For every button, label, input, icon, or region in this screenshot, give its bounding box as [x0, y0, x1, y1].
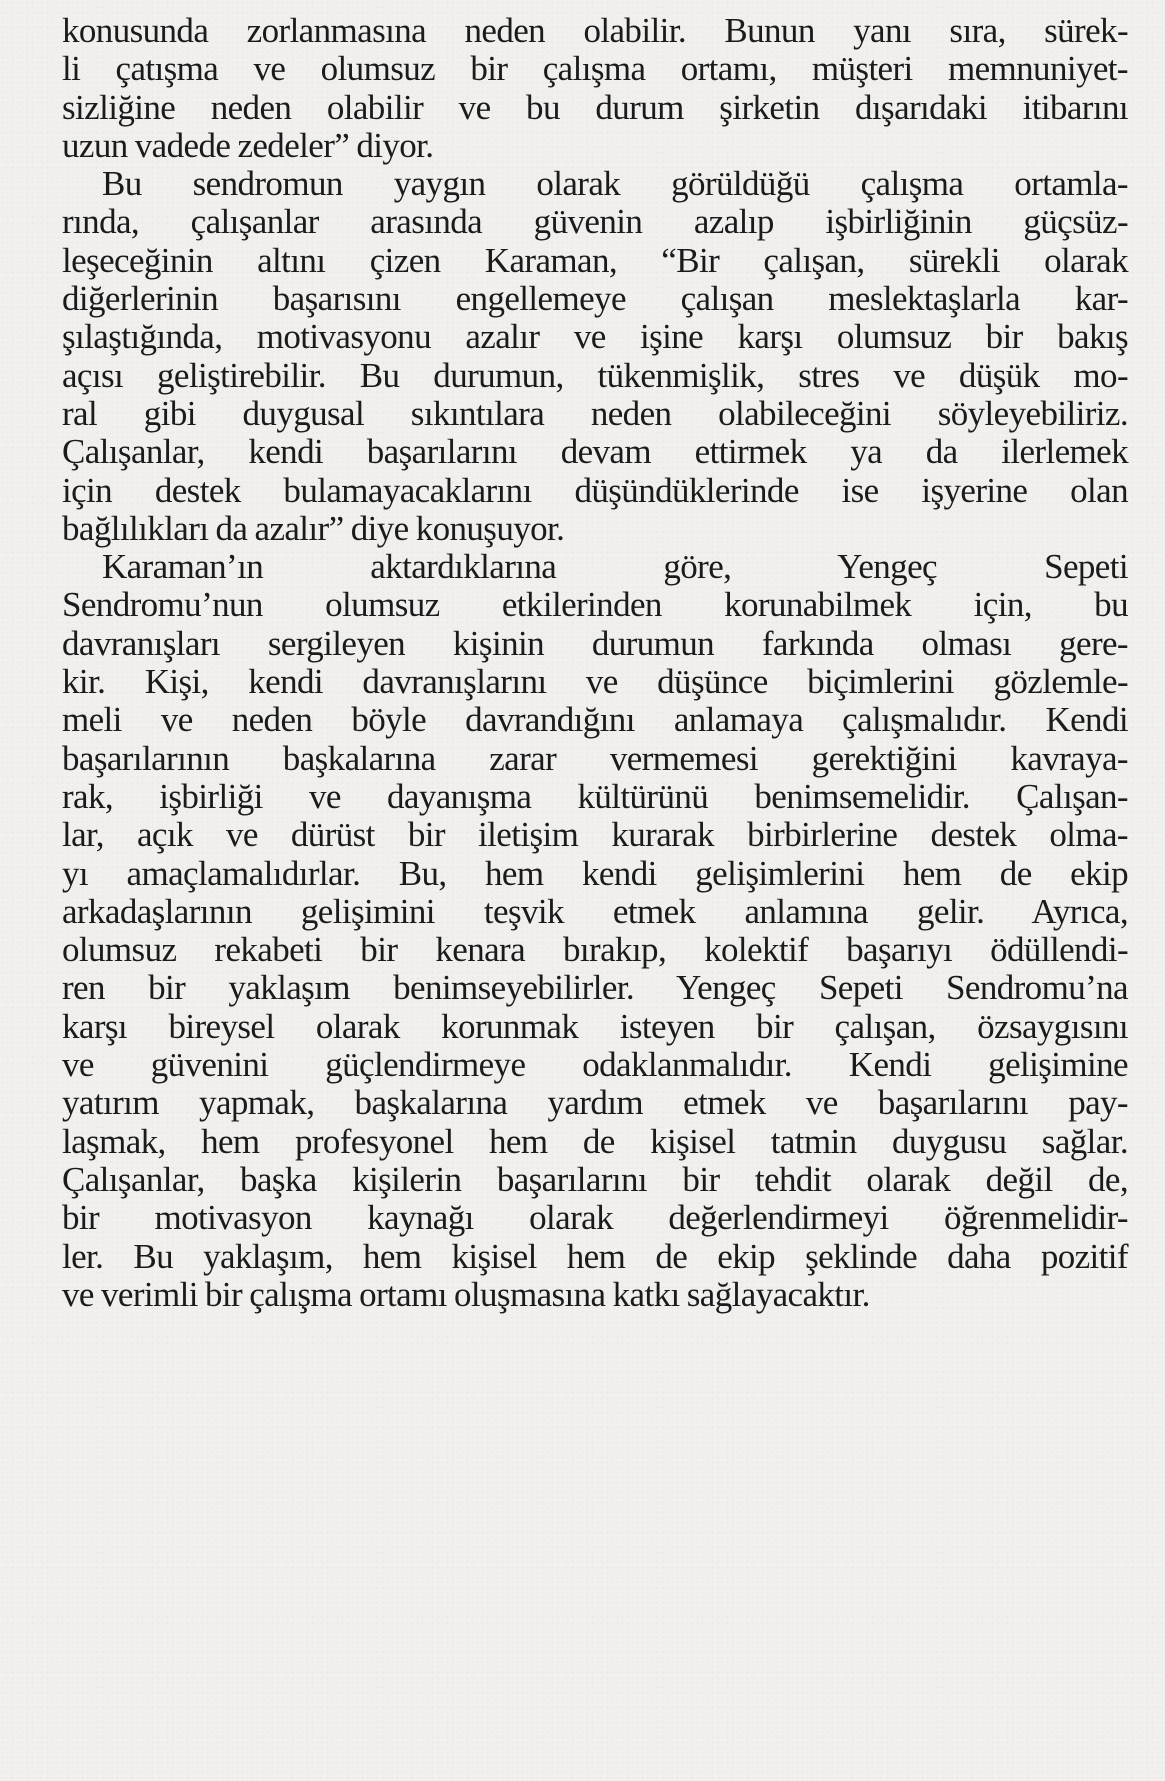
text-line: yatırım yapmak, başkalarına yardım etmek ve başarılarını pay-: [62, 1083, 1128, 1123]
text-line: Karaman’ın aktardıklarına göre, Yengeç Sepeti: [102, 547, 1128, 587]
text-line: bir motivasyon kaynağı olarak değerlendirmeyi öğrenmelidir-: [62, 1198, 1128, 1238]
text-line: laşmak, hem profesyonel hem de kişisel tatmin duygusu sağlar.: [62, 1121, 1128, 1161]
text-line: yı amaçlamalıdırlar. Bu, hem kendi gelişimlerini hem de ekip: [62, 853, 1128, 893]
text-line: ren bir yaklaşım benimseyebilirler. Yengeç Sepeti Sendromu’na: [62, 968, 1128, 1008]
text-line: bağlılıkları da azalır” diye konuşuyor.: [62, 508, 565, 548]
text-line: ve verimli bir çalışma ortamı oluşmasına katkı sağlayacaktır.: [62, 1274, 870, 1314]
text-line: karşı bireysel olarak korunmak isteyen bir çalışan, özsaygısını: [62, 1006, 1128, 1046]
text-line: uzun vadede zedeler” diyor.: [62, 125, 434, 165]
text-line: rak, işbirliği ve dayanışma kültürünü benimsemelidir. Çalışan-: [62, 776, 1128, 816]
text-line: meli ve neden böyle davrandığını anlamaya çalışmalıdır. Kendi: [62, 700, 1128, 740]
text-line: Sendromu’nun olumsuz etkilerinden korunabilmek için, bu: [62, 585, 1128, 625]
text-line: leşeceğinin altını çizen Karaman, “Bir çalışan, sürekli olarak: [62, 240, 1128, 280]
text-line: ve güvenini güçlendirmeye odaklanmalıdır. Kendi gelişimine: [62, 1045, 1128, 1085]
text-line: açısı geliştirebilir. Bu durumun, tükenmişlik, stres ve düşük mo-: [62, 355, 1128, 395]
text-line: olumsuz rekabeti bir kenara bırakıp, kolektif başarıyı ödüllendi-: [62, 930, 1128, 970]
paragraph: [62, 12, 1128, 165]
text-line: Çalışanlar, kendi başarılarını devam ettirmek ya da ilerlemek: [62, 432, 1128, 472]
text-line: başarılarının başkalarına zarar vermemesi gerektiğini kavraya-: [62, 738, 1128, 778]
text-line: davranışları sergileyen kişinin durumun farkında olması gere-: [62, 623, 1128, 663]
document-page: [62, 12, 1128, 1314]
text-line: lar, açık ve dürüst bir iletişim kurarak birbirlerine destek olma-: [62, 815, 1128, 855]
text-line: sizliğine neden olabilir ve bu durum şirketin dışarıdaki itibarını: [62, 87, 1128, 127]
text-line: Bu sendromun yaygın olarak görüldüğü çalışma ortamla-: [102, 164, 1128, 204]
text-line: diğerlerinin başarısını engellemeye çalışan meslektaşlarla kar-: [62, 279, 1128, 319]
text-line: konusunda zorlanmasına neden olabilir. Bunun yanı sıra, sürek-: [62, 11, 1128, 50]
text-line: için destek bulamayacaklarını düşündüklerinde ise işyerine olan: [62, 470, 1128, 510]
paragraph: [62, 548, 1128, 1314]
text-line: arkadaşlarının gelişimini teşvik etmek anlamına gelir. Ayrıca,: [62, 891, 1128, 931]
text-line: kir. Kişi, kendi davranışlarını ve düşünce biçimlerini gözlemle-: [62, 662, 1128, 702]
text-line: ral gibi duygusal sıkıntılara neden olabileceğini söyleyebiliriz.: [62, 393, 1128, 433]
paragraph: [62, 165, 1128, 548]
text-line: Çalışanlar, başka kişilerin başarılarını bir tehdit olarak değil de,: [62, 1159, 1128, 1199]
text-line: ler. Bu yaklaşım, hem kişisel hem de ekip şeklinde daha pozitif: [62, 1236, 1128, 1276]
text-line: li çatışma ve olumsuz bir çalışma ortamı, müşteri memnuniyet-: [62, 49, 1128, 89]
text-line: rında, çalışanlar arasında güvenin azalıp işbirliğinin güçsüz-: [62, 202, 1128, 242]
text-line: şılaştığında, motivasyonu azalır ve işine karşı olumsuz bir bakış: [62, 317, 1128, 357]
